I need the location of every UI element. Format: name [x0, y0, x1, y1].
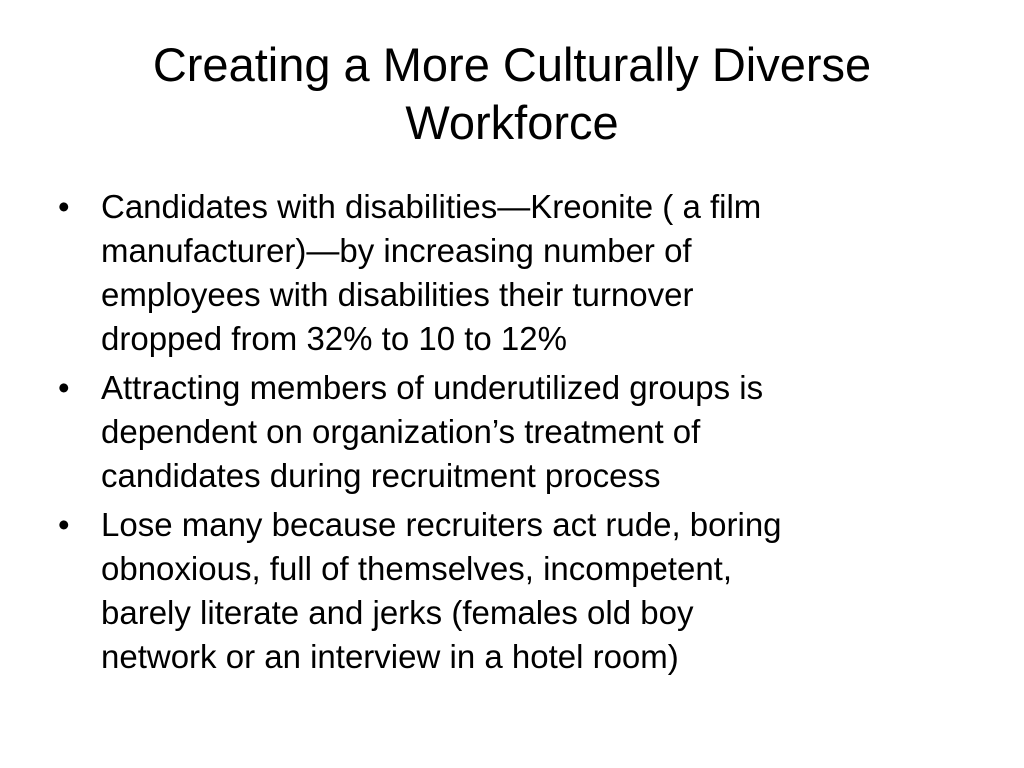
bullet-line: Attracting members of underutilized groups is: [101, 369, 764, 406]
bullet-line: Lose many because recruiters act rude, boring: [101, 506, 782, 543]
slide-title-line: Workforce: [405, 96, 619, 149]
bullet-marker: •: [58, 188, 70, 225]
bullet-line: obnoxious, full of themselves, incompetent,: [101, 550, 733, 587]
bullet-line: network or an interview in a hotel room): [101, 638, 679, 675]
bullet-item-recruiter-behavior: [54, 503, 984, 679]
bullet-line: barely literate and jerks (females old boy: [101, 594, 694, 631]
bullet-line: dependent on organization’s treatment of: [101, 413, 701, 450]
bullet-line: candidates during recruitment process: [101, 457, 661, 494]
bullet-item-disabilities: [54, 185, 984, 361]
bullet-marker: •: [58, 369, 70, 406]
slide-title-line: Creating a More Culturally Diverse: [152, 38, 872, 91]
bullet-line: employees with disabilities their turnover: [101, 276, 694, 313]
bullet-item-underutilized-groups: [54, 366, 984, 498]
bullet-marker: •: [58, 506, 70, 543]
bullet-list: [54, 185, 984, 684]
bullet-line: dropped from 32% to 10 to 12%: [101, 320, 567, 357]
bullet-line: Candidates with disabilities—Kreonite ( a film: [101, 188, 762, 225]
bullet-line: manufacturer)—by increasing number of: [101, 232, 692, 269]
slide-title: [40, 36, 984, 152]
